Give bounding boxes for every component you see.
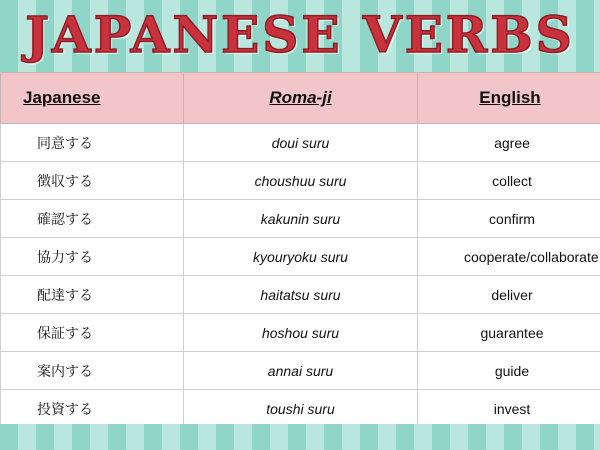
- bottom-stripe-banner: [0, 424, 600, 450]
- japanese-cell: 案内する: [1, 352, 184, 390]
- table-row: [1, 124, 600, 162]
- english-cell: confirm: [418, 200, 600, 238]
- header-japanese: Japanese: [1, 73, 184, 124]
- japanese-cell: 保証する: [1, 314, 184, 352]
- japanese-cell: 確認する: [1, 200, 184, 238]
- table-row: [1, 314, 600, 352]
- japanese-cell: 投資する: [1, 390, 184, 425]
- romaji-cell: annai suru: [184, 352, 418, 390]
- romaji-cell: haitatsu suru: [184, 276, 418, 314]
- table-row: [1, 352, 600, 390]
- japanese-cell: 同意する: [1, 124, 184, 162]
- page-title: JAPANESE VERBS: [25, 5, 575, 64]
- table-row: [1, 200, 600, 238]
- romaji-cell: hoshou suru: [184, 314, 418, 352]
- romaji-cell: kakunin suru: [184, 200, 418, 238]
- japanese-cell: 徴収する: [1, 162, 184, 200]
- table-row: [1, 390, 600, 425]
- japanese-cell: 協力する: [1, 238, 184, 276]
- english-cell: deliver: [418, 276, 600, 314]
- verbs-table: [0, 72, 600, 424]
- english-cell: collect: [418, 162, 600, 200]
- romaji-cell: kyouryoku suru: [184, 238, 418, 276]
- english-cell: invest: [418, 390, 600, 425]
- verbs-table-container: [0, 72, 600, 424]
- english-cell: guarantee: [418, 314, 600, 352]
- japanese-cell: 配達する: [1, 276, 184, 314]
- table-row: [1, 162, 600, 200]
- header-english: English: [418, 73, 600, 124]
- table-row: [1, 238, 600, 276]
- romaji-cell: toushi suru: [184, 390, 418, 425]
- english-cell: cooperate/collaborate: [418, 238, 600, 276]
- romaji-cell: choushuu suru: [184, 162, 418, 200]
- table-header-row: [1, 73, 600, 124]
- english-cell: guide: [418, 352, 600, 390]
- english-cell: agree: [418, 124, 600, 162]
- romaji-cell: doui suru: [184, 124, 418, 162]
- header-romaji: Roma-ji: [184, 73, 418, 124]
- table-row: [1, 276, 600, 314]
